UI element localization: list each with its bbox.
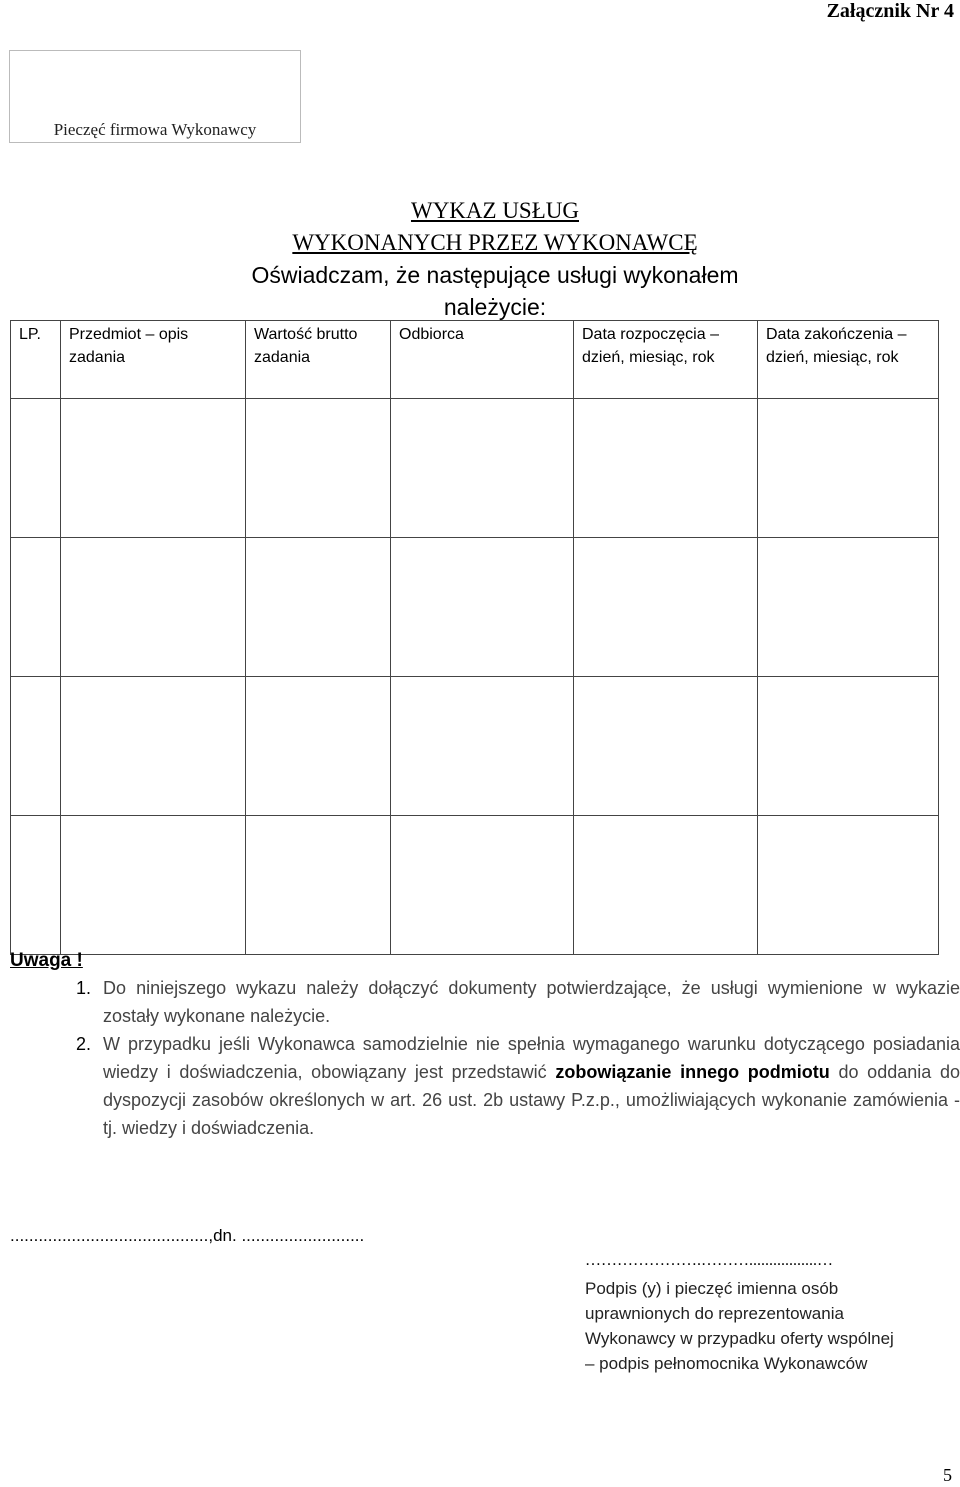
signature-line: Podpis (y) i pieczęć imienna osób xyxy=(585,1279,839,1298)
table-cell[interactable] xyxy=(11,816,61,955)
table-cell[interactable] xyxy=(758,399,939,538)
table-cell[interactable] xyxy=(61,538,246,677)
page-number: 5 xyxy=(943,1465,952,1485)
table-cell[interactable] xyxy=(758,538,939,677)
table-cell[interactable] xyxy=(391,399,574,538)
note-item-bold-text: zobowiązanie innego podmiotu xyxy=(555,1062,830,1082)
table-row xyxy=(11,538,939,677)
annex-label: Załącznik Nr 4 xyxy=(826,0,954,22)
declaration-line-1: Oświadczam, że następujące usługi wykonałem xyxy=(251,262,739,288)
title-line-1: WYKAZ USŁUG xyxy=(410,198,579,223)
table-cell[interactable] xyxy=(758,677,939,816)
signature-dots: ………………….……….................… xyxy=(585,1252,833,1269)
table-cell[interactable] xyxy=(246,399,391,538)
table-cell[interactable] xyxy=(391,538,574,677)
note-item-number: 1. xyxy=(76,978,92,998)
col-header-end-date: Data zakończenia – dzień, miesiąc, rok xyxy=(758,321,939,399)
col-header-lp: LP. xyxy=(11,321,61,399)
table-cell[interactable] xyxy=(574,816,758,955)
note-item-text: Do niniejszego wykazu należy dołączyć dokumenty potwierdzające, że usługi wymienione w wykazie zostały wykonane należycie. xyxy=(103,978,960,1026)
col-header-recipient: Odbiorca xyxy=(391,321,574,399)
col-header-start-date: Data rozpoczęcia – dzień, miesiąc, rok xyxy=(574,321,758,399)
table-cell[interactable] xyxy=(246,538,391,677)
signature-line: uprawnionych do reprezentowania xyxy=(585,1304,844,1323)
table-cell[interactable] xyxy=(246,816,391,955)
table-cell[interactable] xyxy=(11,538,61,677)
note-item-text: W przypadku jeśli Wykonawca samodzielnie nie spełnia wymaganego warunku dotyczącego posiadania wiedzy i doświadczenia, obowiązany jest przedstawić xyxy=(103,1034,960,1082)
note-title: Uwaga ! xyxy=(10,950,83,971)
table-cell[interactable] xyxy=(61,399,246,538)
table-cell[interactable] xyxy=(11,677,61,816)
company-stamp-box xyxy=(9,50,301,143)
services-table xyxy=(10,320,939,955)
col-header-subject: Przedmiot – opis zadania xyxy=(61,321,246,399)
table-cell[interactable] xyxy=(391,816,574,955)
col-header-value: Wartość brutto zadania xyxy=(246,321,391,399)
table-row xyxy=(11,677,939,816)
signature-caption xyxy=(585,1276,955,1376)
note-section xyxy=(10,950,960,1142)
table-cell[interactable] xyxy=(61,816,246,955)
declaration-line-2: należycie: xyxy=(443,294,547,320)
table-row xyxy=(11,399,939,538)
signature-line: Wykonawcy w przypadku oferty wspólnej xyxy=(585,1329,894,1348)
table-cell[interactable] xyxy=(574,677,758,816)
note-item-number: 2. xyxy=(76,1034,92,1054)
title-line-2: WYKONANYCH PRZEZ WYKONAWCĘ xyxy=(292,230,698,255)
table-cell[interactable] xyxy=(391,677,574,816)
table-cell[interactable] xyxy=(758,816,939,955)
stamp-label: Pieczęć firmowa Wykonawcy xyxy=(53,120,257,139)
note-item-1 xyxy=(76,974,960,1030)
note-item-2 xyxy=(76,1030,960,1142)
document-title xyxy=(0,195,960,323)
place-date-line: ..........................................,dn. .......................... xyxy=(10,1226,365,1245)
table-row xyxy=(11,816,939,955)
table-cell[interactable] xyxy=(574,538,758,677)
signature-line: – podpis pełnomocnika Wykonawców xyxy=(585,1354,868,1373)
table-cell[interactable] xyxy=(246,677,391,816)
note-item-text: do oddania do dyspozycji zasobów określonych w art. 26 ust. 2b ustawy P.z.p., umożliwiających wykonanie zamówienia - tj. wiedzy i doświadczenia. xyxy=(103,1062,960,1138)
table-cell[interactable] xyxy=(61,677,246,816)
table-cell[interactable] xyxy=(11,399,61,538)
table-cell[interactable] xyxy=(574,399,758,538)
table-header-row xyxy=(11,321,939,399)
